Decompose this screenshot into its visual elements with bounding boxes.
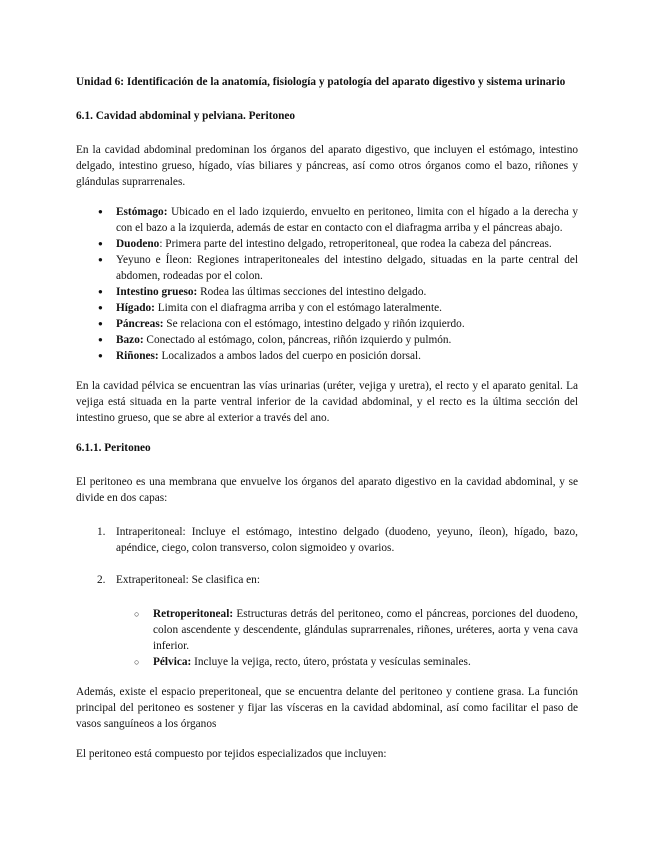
organ-list <box>76 204 578 364</box>
layer-item <box>76 572 578 670</box>
organ-item <box>76 316 578 332</box>
organ-desc: Conectado al estómago, colon, páncreas, riñón izquierdo y pulmón. <box>143 334 452 346</box>
organ-desc: Ubicado en el lado izquierdo, envuelto en peritoneo, limita con el hígado a la derecha y con el bazo a la izquierda, además de estar en contacto con el diafragma arriba y el páncreas abajo. <box>116 206 578 234</box>
organ-item <box>76 300 578 316</box>
layer-item <box>76 524 578 556</box>
extra-type-desc: Incluye la vejiga, recto, útero, próstata y vesículas seminales. <box>191 656 471 668</box>
organ-term: Duodeno <box>116 238 160 250</box>
organ-item <box>76 332 578 348</box>
extra-type-item <box>76 606 578 654</box>
peritoneum-intro: El peritoneo es una membrana que envuelve los órganos del aparato digestivo en la cavidad abdominal, y se divide en dos capas: <box>76 476 578 504</box>
extra-type-item <box>76 654 578 670</box>
organ-term: Estómago: <box>116 206 168 218</box>
extraperitoneal-list <box>76 606 578 670</box>
organ-term: Riñones: <box>116 350 159 362</box>
document-page <box>76 74 578 776</box>
organ-desc: Yeyuno e Íleon: Regiones intraperitoneales del intestino delgado, situadas en la parte central del abdomen, rodeadas por el colon. <box>116 254 578 282</box>
organ-item <box>76 204 578 236</box>
layer-text: Intraperitoneal: Incluye el estómago, intestino delgado (duodeno, yeyuno, íleon), hígado, bazo, apéndice, ciego, colon transverso, colon sigmoideo y ovarios. <box>116 526 578 554</box>
layer-list <box>76 524 578 670</box>
organ-desc: : Primera parte del intestino delgado, retroperitoneal, que rodea la cabeza del páncreas. <box>159 238 552 250</box>
organ-desc: Rodea las últimas secciones del intestino delgado. <box>197 286 427 298</box>
organ-item <box>76 348 578 364</box>
tissues-paragraph: El peritoneo está compuesto por tejidos especializados que incluyen: <box>76 748 387 760</box>
organ-term: Páncreas: <box>116 318 164 330</box>
organ-desc: Limita con el diafragma arriba y con el estómago lateralmente. <box>154 302 442 314</box>
subsection-heading: 6.1.1. Peritoneo <box>76 442 151 454</box>
extra-type-term: Pélvica: <box>153 656 192 668</box>
section-heading: 6.1. Cavidad abdominal y pelviana. Peritoneo <box>76 110 296 122</box>
document-title: Unidad 6: Identificación de la anatomía, fisiología y patología del aparato digestivo y sistema urinario <box>76 76 566 88</box>
organ-term: Hígado: <box>116 302 155 314</box>
layer-number: 1. <box>97 526 106 538</box>
organ-item <box>76 252 578 284</box>
preperitoneal-paragraph: Además, existe el espacio preperitoneal, que se encuentra delante del peritoneo y contiene grasa. La función principal del peritoneo es sostener y fijar las vísceras en la cavidad abdominal, así como facilitar el paso de vasos sanguíneos a los órganos <box>76 686 578 730</box>
extra-type-term: Retroperitoneal: <box>153 608 234 620</box>
extra-type-desc: Estructuras detrás del peritoneo, como el páncreas, porciones del duodeno, colon ascendente y descendente, glándulas suprarrenales, riñones, uréteres, aorta y vena cava inferior. <box>153 608 578 652</box>
layer-number: 2. <box>97 574 106 586</box>
organ-desc: Se relaciona con el estómago, intestino delgado y riñón izquierdo. <box>163 318 465 330</box>
organ-item <box>76 236 578 252</box>
layer-text: Extraperitoneal: Se clasifica en: <box>116 574 260 586</box>
organ-item <box>76 284 578 300</box>
organ-term: Bazo: <box>116 334 144 346</box>
organ-desc: Localizados a ambos lados del cuerpo en posición dorsal. <box>158 350 421 362</box>
section-intro: En la cavidad abdominal predominan los órganos del aparato digestivo, que incluyen el estómago, intestino delgado, intestino grueso, hígado, vías biliares y páncreas, así como otros órganos como el bazo, riñones y glándulas suprarrenales. <box>76 144 578 188</box>
pelvic-paragraph: En la cavidad pélvica se encuentran las vías urinarias (uréter, vejiga y uretra), el recto y el aparato genital. La vejiga está situada en la parte ventral inferior de la cavidad abdominal, y el recto es la última sección del intestino grueso, que se abre al exterior a través del ano. <box>76 380 578 424</box>
organ-term: Intestino grueso: <box>116 286 198 298</box>
